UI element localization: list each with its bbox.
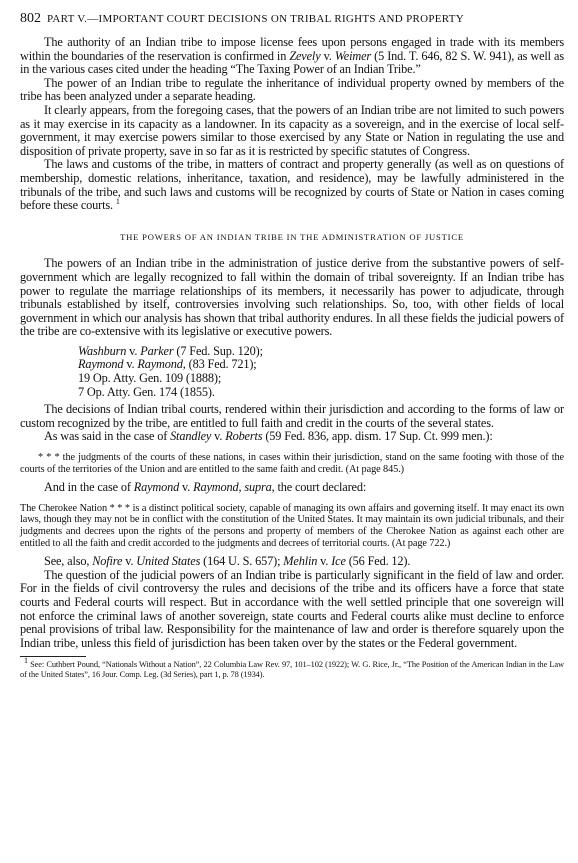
citation-list	[78, 345, 564, 399]
text-run: v.	[179, 480, 194, 495]
text-run: v.	[320, 48, 335, 63]
case-name: United States	[136, 554, 201, 569]
paragraph-law-and-order: The question of the judicial powers of an Indian tribe is particularly significant in the field of law and order. For in the fields of civil controversy the rules and decisions of the tribe and its officers have a force that state courts and Federal courts will respect. But in accordance with the well settled principle that one sovereign will not enforce the criminal laws of another sovereign, state courts and Federal courts alike must decline to enforce penal provisions of tribal law. Responsibility for the maintenance of law and order is therefore squarely upon the Indian tribe, unless this field of jurisdiction has been taken over by the states or the Federal government.	[20, 567, 564, 650]
case-name: Nofire	[92, 554, 123, 569]
paragraph-license-fees	[20, 36, 564, 77]
text-run: (5 Ind. T. 646, 82 S. W. 941), as well as in the various cases cited under the heading “The Taxing Power of an Indian Tribe.”	[20, 48, 564, 77]
text-run: v.	[317, 554, 332, 569]
paragraph-sovereign-powers: It clearly appears, from the foregoing cases, that the powers of an Indian tribe are not limited to such powers as it may exercise in its capacity as a landowner. In its capacity as a sovereign, and in the exercise of local self-government, it may exercise powers similar to those exercised by any State or Nation in regulating the use and disposition of private property, save in so far as it is restricted by specific statutes of Congress.	[20, 102, 564, 158]
case-name: Ice	[331, 554, 346, 569]
footnote	[20, 656, 564, 679]
section-heading: THE POWERS OF AN INDIAN TRIBE IN THE ADMINISTRATION OF JUSTICE	[120, 231, 464, 242]
text-run: v.	[126, 343, 141, 358]
case-name: Raymond, supra,	[193, 480, 275, 495]
text-run: See, also,	[44, 554, 93, 569]
paragraph-administration-of-justice: The powers of an Indian tribe in the administration of justice derive from the substantive powers of self-government which are legally recognized to fall within the domain of tribal sovereignty. If an Indian tribe has power to regulate the marriage relationships of its members, it necessarily has power to adjudicate, through tribunals established by itself, controversies involving such relationships. So, too, with other fields of local government in which our analysis has shown that tribal authority endures. In all these fields the judicial powers of the tribe are co-extensive with its legislative or executive powers.	[20, 256, 564, 339]
text-run: (83 Fed. 721);	[185, 357, 257, 372]
paragraph-full-faith-credit: The decisions of Indian tribal courts, rendered within their jurisdiction and according to the forms of law or custom recognized by the tribe, are entitled to full faith and credit in the courts of the several states.	[20, 402, 564, 430]
citation-item: 7 Op. Atty. Gen. 174 (1855).	[78, 384, 215, 399]
text-run: (7 Fed. Sup. 120);	[173, 343, 263, 358]
text-run: v.	[211, 429, 226, 444]
paragraph-standley-case	[20, 430, 564, 444]
running-head-title: PART V.—IMPORTANT COURT DECISIONS ON TRIBAL RIGHTS AND PROPERTY	[47, 13, 465, 25]
case-name: Mehlin	[283, 554, 318, 569]
paragraph-laws-and-customs	[20, 158, 564, 212]
block-quote-standley: * * * the judgments of the courts of these nations, in cases within their jurisdiction, stand on the same footing with those of the courts of the territories of the Union and are entitled to the same faith and credit. (At page 845.)	[20, 452, 564, 475]
case-name: Raymond	[133, 480, 180, 495]
case-name: Parker	[140, 343, 174, 358]
text-run: And in the case of	[44, 480, 134, 495]
case-name: Raymond	[78, 357, 124, 372]
running-head	[20, 12, 564, 26]
text-run: As was said in the case of	[44, 429, 171, 444]
footnote-reference: 1	[115, 197, 120, 207]
case-name: Zevely	[289, 48, 321, 63]
text-run: (59 Fed. 836, app. dism. 17 Sup. Ct. 999 men.):	[262, 429, 493, 444]
footnote-divider	[20, 656, 86, 657]
text-run: (164 U. S. 657);	[200, 554, 284, 569]
case-name: Roberts	[225, 429, 263, 444]
page-number: 802	[20, 11, 41, 26]
footnote-marker: 1	[24, 656, 28, 666]
paragraph-raymond-case	[20, 481, 564, 495]
case-name: Weimer	[334, 48, 372, 63]
case-name: Raymond,	[137, 357, 186, 372]
block-quote-cherokee: The Cherokee Nation * * * is a distinct political society, capable of managing its own affairs and governing itself. It may enact its own laws, though they may not be in conflict with the constitution of the United States. It may maintain its own judicial tribunals, and their judgments and decrees upon the rights of the persons and property of members of the Cherokee Nation as against each other are entitled to all the faith and credit accorded to the judgments and decrees of territorial courts. (At page 722.)	[20, 502, 564, 549]
citation-item	[78, 358, 564, 372]
case-name: Washburn	[78, 343, 127, 358]
text-run: v.	[123, 357, 138, 372]
paragraph-see-also	[20, 555, 564, 569]
text-run: The authority of an Indian tribe to impose license fees upon persons engaged in trade with its members within the boundaries of the reservation is confirmed in	[20, 35, 564, 63]
text-run: v.	[122, 554, 137, 569]
text-run: The laws and customs of the tribe, in matters of contract and property generally (as well as on questions of membership, domestic relations, inheritance, taxation, and residence), may be lawfully administered in the tribunals of the tribe, and such laws and customs will be recognized by courts of State or Nation in cases coming before these courts.	[20, 157, 564, 213]
text-run: (56 Fed. 12).	[345, 554, 411, 569]
footnote-text: See: Cuthbert Pound, “Nationals Without a Nation”, 22 Columbia Law Rev. 97, 101–102 (1922); W. G. Rice, Jr., “The Position of the American Indian in the Law of the United States”, 16 Jour. Comp. Leg. (3d Series), part 1, p. 78 (1934).	[20, 660, 564, 679]
citation-item	[78, 345, 564, 359]
paragraph-inheritance: The power of an Indian tribe to regulate the inheritance of individual property owned by members of the tribe has been analyzed under a separate heading.	[20, 75, 564, 104]
case-name: Standley	[170, 429, 212, 444]
text-run: the court declared:	[274, 480, 367, 495]
citation-item: 19 Op. Atty. Gen. 109 (1888);	[78, 371, 222, 386]
